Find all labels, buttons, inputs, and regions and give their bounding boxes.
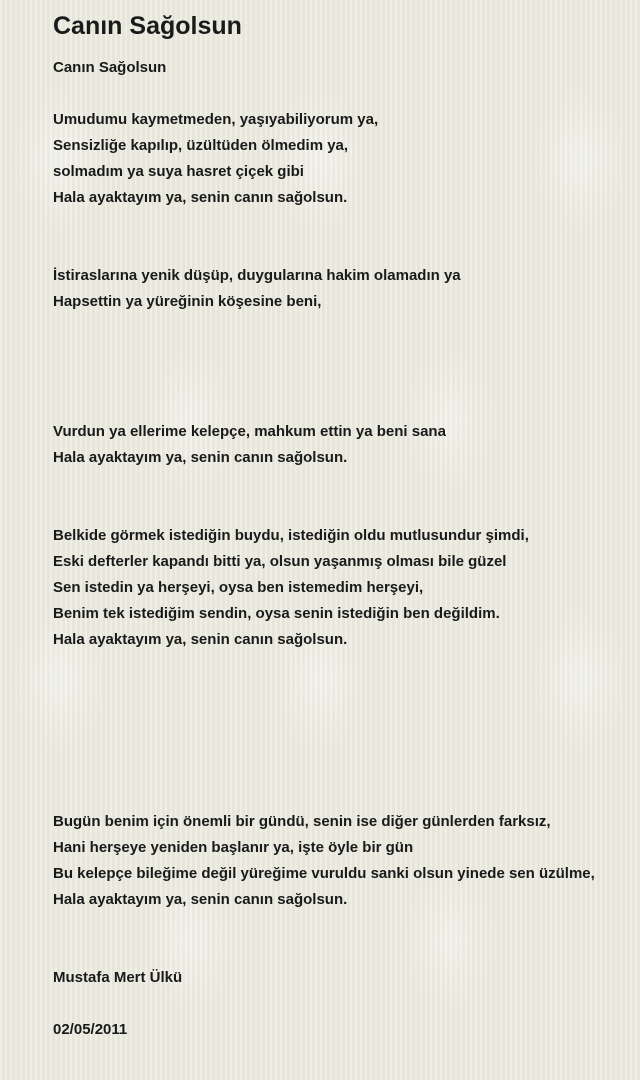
spacer — [53, 939, 638, 965]
spacer — [53, 393, 638, 419]
spacer — [53, 497, 638, 523]
poem-line: Belkide görmek istediğin buydu, istediğin oldu mutlusundur şimdi, — [53, 527, 529, 544]
poem-line: Hala ayaktayım ya, senin canın sağolsun. — [53, 891, 348, 908]
poem-line: Hani herşeye yeniden başlanır ya, işte öyle bir gün — [53, 839, 414, 856]
poem-date: 02/05/2011 — [53, 1021, 128, 1038]
poem-line: Vurdun ya ellerime kelepçe, mahkum ettin ya beni sana — [53, 423, 446, 440]
spacer — [53, 341, 638, 367]
page-title: Canın Sağolsun — [53, 12, 242, 40]
stanza-5 — [53, 809, 638, 913]
spacer — [53, 705, 638, 731]
spacer — [53, 679, 638, 705]
poem-body — [53, 55, 638, 1043]
poem-line: Bu kelepçe bileğime değil yüreğime vuruldu sanki olsun yinede sen üzülme, — [53, 865, 595, 882]
spacer — [53, 913, 638, 939]
poem-line: Hapsettin ya yüreğinin köşesine beni, — [53, 293, 322, 310]
spacer — [53, 757, 638, 783]
spacer — [53, 367, 638, 393]
spacer — [53, 81, 638, 107]
stanza-3 — [53, 419, 638, 471]
poem-line: solmadım ya suya hasret çiçek gibi — [53, 163, 304, 180]
poem-line: Sen istedin ya herşeyi, oysa ben istemedim herşeyi, — [53, 579, 424, 596]
poem-author: Mustafa Mert Ülkü — [53, 969, 183, 986]
poem-line: Bugün benim için önemli bir gündü, senin ise diğer günlerden farksız, — [53, 813, 551, 830]
poem-line: İstiraslarına yenik düşüp, duygularına hakim olamadın ya — [53, 267, 461, 284]
spacer — [53, 211, 638, 237]
spacer — [53, 315, 638, 341]
spacer — [53, 731, 638, 757]
poem-line: Umudumu kaymetmeden, yaşıyabiliyorum ya, — [53, 111, 379, 128]
poem-line: Sensizliğe kapılıp, üzültüden ölmedim ya, — [53, 137, 349, 154]
spacer — [53, 237, 638, 263]
spacer — [53, 471, 638, 497]
poem-line: Eski defterler kapandı bitti ya, olsun yaşanmış olması bile güzel — [53, 553, 507, 570]
poem-line: Hala ayaktayım ya, senin canın sağolsun. — [53, 631, 348, 648]
spacer — [53, 783, 638, 809]
stanza-2 — [53, 263, 638, 315]
poem-subtitle: Canın Sağolsun — [53, 59, 167, 76]
poem-line: Hala ayaktayım ya, senin canın sağolsun. — [53, 449, 348, 466]
poem-line: Hala ayaktayım ya, senin canın sağolsun. — [53, 189, 348, 206]
stanza-4 — [53, 523, 638, 653]
stanza-1 — [53, 107, 638, 211]
spacer — [53, 653, 638, 679]
spacer — [53, 991, 638, 1017]
poem-line: Benim tek istediğim sendin, oysa senin istediğin ben değildim. — [53, 605, 500, 622]
